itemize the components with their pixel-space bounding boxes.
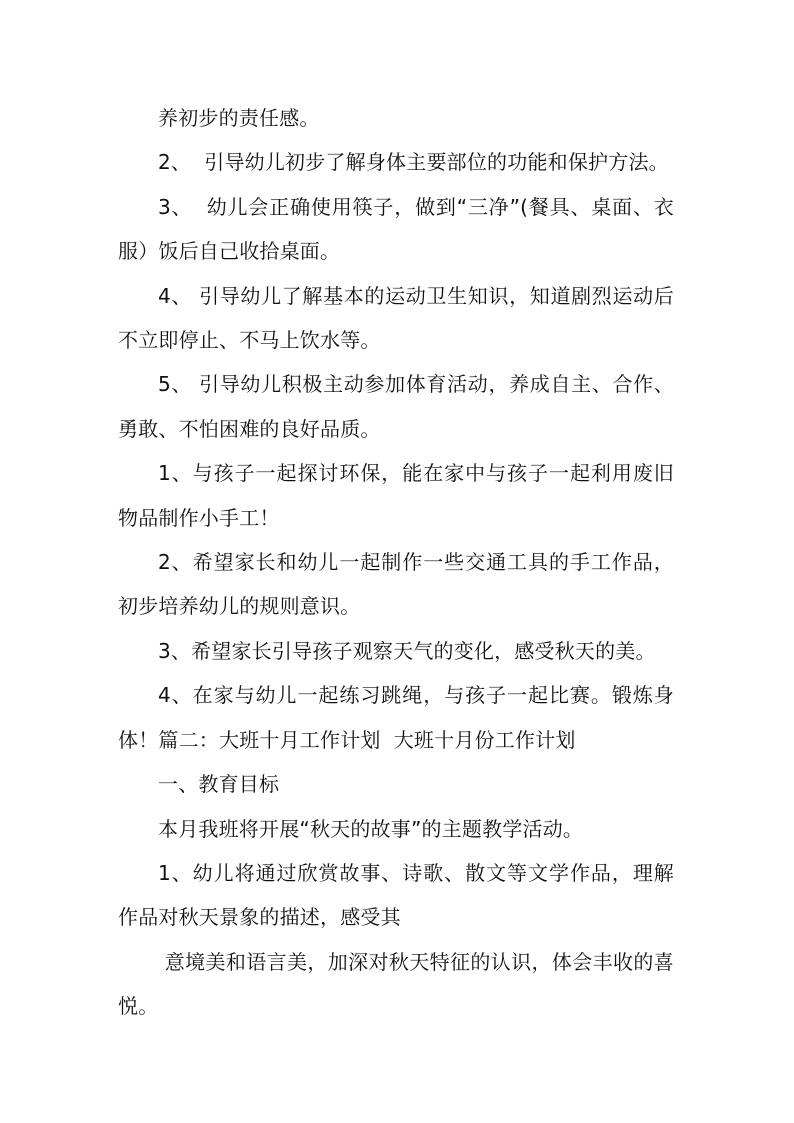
paragraph-4: 4、 引导幼儿了解基本的运动卫生知识，知道剧烈运动后不立即停止、不马上饮水等。 — [118, 283, 674, 353]
paragraph-6: 1、与孩子一起探讨环保，能在家中与孩子一起利用废旧物品制作小手工！ — [118, 461, 674, 530]
document-body — [118, 96, 674, 1029]
paragraph-13: 意境美和语言美，加深对秋天特征的认识，体会丰收的喜悦。 — [118, 949, 675, 1019]
paragraph-9: 4、在家与幼儿一起练习跳绳，与孩子一起比赛。锻炼身体！篇二：大班十月工作计划 大班十月份工作计划 — [118, 683, 674, 752]
paragraph-7: 2、希望家长和幼儿一起制作一些交通工具的手工作品，初步培养幼儿的规则意识。 — [118, 550, 674, 619]
paragraph-5: 5、 引导幼儿积极主动参加体育活动，养成自主、合作、勇敢、不怕困难的良好品质。 — [118, 372, 674, 441]
paragraph-12: 1、幼儿将通过欣赏故事、诗歌、散文等文学作品，理解作品对秋天景象的描述，感受其 — [118, 860, 674, 930]
paragraph-8: 3、希望家长引导孩子观察天气的变化，感受秋天的美。 — [158, 638, 656, 663]
paragraph-1: 养初步的责任感。 — [158, 106, 320, 130]
paragraph-10: 一、教育目标 — [158, 772, 280, 797]
paragraph-11: 本月我班将开展“秋天的故事”的主题教学活动。 — [158, 816, 584, 841]
paragraph-3: 3、 幼儿会正确使用筷子，做到“三净”(餐具、桌面、衣服）饭后自己收拾桌面。 — [118, 194, 674, 264]
paragraph-2: 2、 引导幼儿初步了解身体主要部位的功能和保护方法。 — [158, 150, 669, 175]
